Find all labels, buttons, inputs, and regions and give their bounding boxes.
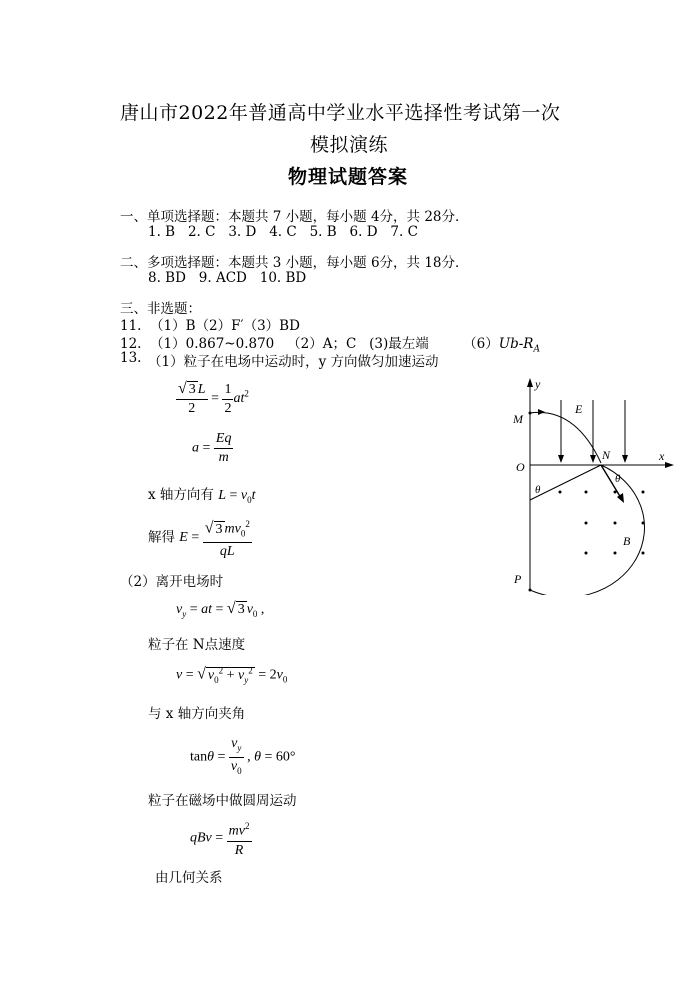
- section2-answers: 8. BD 9. ACD 10. BD: [148, 270, 307, 286]
- magnetic-field-dots: [559, 491, 645, 555]
- q12-answer: 12. （1）0.867~0.870 （2）A；C (3)最左端 $(6)Ub-R_A$: [120, 336, 540, 355]
- page-title-line1: 唐山市2022年普通高中学业水平选择性考试第一次: [120, 102, 561, 124]
- equation-vy: $v_y$ = at = √ 3 $v_0$ ,: [176, 600, 265, 619]
- section1-heading: 一、单项选择题：本题共 7 小题，每小题 4分，共 28分．: [120, 209, 469, 225]
- y-axis-arrow: [527, 378, 533, 387]
- section2-heading: 二、多项选择题：本题共 3 小题，每小题 6分，共 18分．: [120, 255, 469, 271]
- page-subtitle: 物理试题答案: [288, 166, 409, 188]
- equation-angle: tanθ = $\frac{v_y}{v_0}$ , θ = 60°: [190, 735, 296, 780]
- n-speed-label: 粒子在 N点速度: [148, 637, 246, 653]
- q13-part1: （1）粒子在电场中运动时，y 方向做匀加速运动: [148, 354, 439, 370]
- label-m: M: [513, 412, 523, 426]
- equation-acceleration: a = $\frac{Eq}{m}$: [192, 431, 232, 465]
- label-theta-2: θ: [615, 473, 621, 485]
- section3-heading: 三、非选题：: [120, 301, 201, 317]
- page-title-line2: 模拟演练: [310, 134, 389, 156]
- label-n: N: [602, 448, 611, 462]
- initial-velocity-arrow: [538, 409, 545, 415]
- label-b: B: [623, 534, 631, 548]
- q11-answer: 11. （1）B（2）F′（3）BD: [120, 318, 300, 334]
- label-theta-1: θ: [535, 484, 541, 496]
- section1-answers: 1. B 2. C 3. D 4. C 5. B 6. D 7. C: [148, 224, 418, 240]
- circle-motion-label: 粒子在磁场中做圆周运动: [148, 793, 297, 809]
- label-y: y: [535, 377, 541, 391]
- equation-displacement: $\frac{√ 3 L}{2}$ = $\frac{1}{2}$ $at^2$: [178, 380, 249, 416]
- part2-label: （2）离开电场时: [120, 574, 224, 590]
- label-o: O: [516, 460, 525, 474]
- q13-number: 13.: [120, 350, 142, 366]
- angle-label: 与 x 轴方向夹角: [148, 706, 246, 722]
- x-axis-statement: x 轴方向有 $L = v_0t$: [148, 487, 256, 505]
- x-axis-arrow: [665, 462, 674, 468]
- label-p: P: [514, 572, 522, 586]
- radius-line: [530, 465, 601, 500]
- circular-trajectory: [530, 465, 644, 595]
- equation-speed: v = √ $v_0^2 + v_y^2 = 2v_0$: [176, 665, 288, 685]
- geometry-label: 由几何关系: [155, 870, 223, 886]
- physics-figure: [505, 375, 675, 595]
- equation-field-strength: 解得 E = $\frac{√ 3 mv_0^2}{qL}$: [148, 519, 250, 560]
- label-x: x: [659, 449, 665, 463]
- equation-lorentz: qBv = $\frac{mv^2}{R}$: [190, 821, 250, 858]
- label-e: E: [575, 402, 583, 416]
